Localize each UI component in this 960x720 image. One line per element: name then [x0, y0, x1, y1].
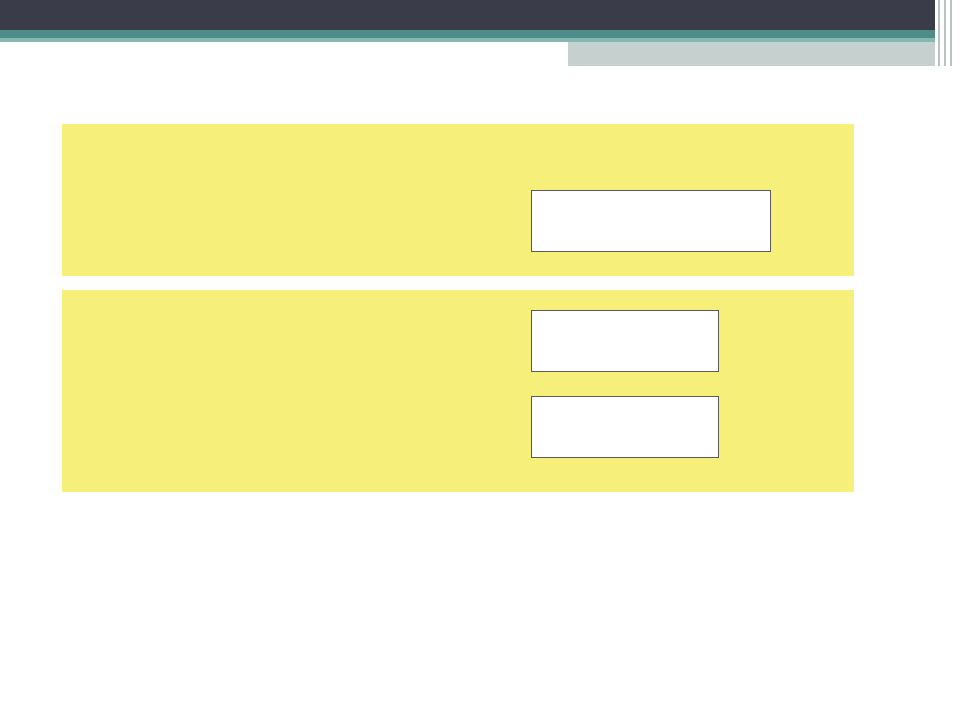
header-side-line	[938, 0, 940, 66]
header-grey-block	[568, 42, 935, 66]
header-side-line	[944, 0, 946, 66]
header-accent-line	[0, 30, 935, 38]
task-text	[62, 506, 862, 545]
header-side-line	[950, 0, 952, 66]
task-line-4	[62, 506, 862, 545]
header-bar	[0, 0, 935, 30]
pairs-panel-circles	[62, 290, 854, 492]
triangles-squares-figure	[62, 124, 502, 276]
label-same-amount	[531, 190, 771, 252]
label-more	[531, 396, 719, 458]
circles-figure	[62, 290, 502, 492]
pairs-panel-triangles-squares	[62, 124, 854, 276]
label-less	[531, 310, 719, 372]
